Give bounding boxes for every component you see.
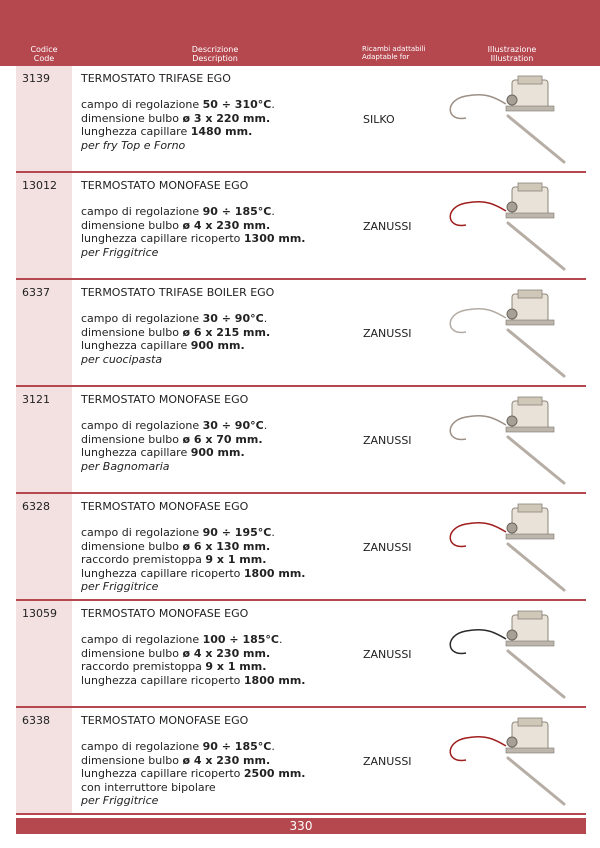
capillary-tube: [450, 416, 506, 440]
terminal-block: [518, 76, 542, 84]
page-number: 330: [289, 819, 313, 833]
spec-line: [81, 754, 361, 767]
adaptable-for: ZANUSSI: [363, 541, 412, 554]
spec-suffix: .: [278, 633, 283, 647]
spec-label: campo di regolazione: [81, 312, 203, 326]
spec-suffix: .: [263, 312, 268, 326]
capillary-tube: [450, 202, 506, 226]
terminal-block: [518, 183, 542, 191]
adaptable-for: ZANUSSI: [363, 220, 412, 233]
spec-line: [81, 98, 361, 111]
spec-label: campo di regolazione: [81, 633, 203, 647]
mounting-bracket: [506, 748, 554, 753]
bulb-probe: [508, 223, 564, 269]
spec-line: [81, 232, 361, 245]
product-title: TERMOSTATO TRIFASE BOILER EGO: [81, 286, 275, 299]
product-description: [81, 286, 361, 366]
page-number-bar: [16, 818, 586, 834]
spec-label: campo di regolazione: [81, 740, 203, 754]
spec-value: 2500 mm.: [243, 767, 306, 781]
bulb-probe: [508, 758, 564, 804]
product-code: 6338: [22, 714, 50, 727]
capillary-tube: [450, 309, 506, 333]
mounting-bracket: [506, 427, 554, 432]
product-code: 6328: [22, 500, 50, 513]
control-shaft: [507, 737, 517, 747]
table-row: [16, 66, 586, 173]
spec-line: [81, 205, 361, 218]
product-title: TERMOSTATO MONOFASE EGO: [81, 714, 249, 727]
product-code: 13059: [22, 607, 57, 620]
control-shaft: [507, 523, 517, 533]
header-adapt-en: Adaptable for: [362, 53, 410, 61]
spec-value: ø 6 x 130 mm.: [182, 539, 271, 553]
header-illustration: [472, 45, 552, 63]
bulb-probe: [508, 116, 564, 162]
table-row: [16, 173, 586, 280]
terminal-block: [518, 504, 542, 512]
control-shaft: [507, 309, 517, 319]
thermostat-illustration: [436, 284, 586, 382]
thermostat-body: [512, 401, 548, 431]
spec-line: [81, 660, 361, 673]
terminal-block: [518, 290, 542, 298]
spec-label: dimensione bulbo: [81, 646, 183, 660]
product-note: per Friggitrice: [81, 580, 159, 594]
mounting-bracket: [506, 106, 554, 111]
spec-label: con interruttore bipolare: [81, 780, 216, 794]
table-row: [16, 708, 586, 815]
thermostat-illustration: [436, 712, 586, 810]
header-ill-en: Illustration: [490, 54, 534, 63]
spec-label: campo di regolazione: [81, 526, 203, 540]
spec-line: [81, 312, 361, 325]
spec-label: dimensione bulbo: [81, 539, 183, 553]
spec-line: [81, 433, 361, 446]
adaptable-for: ZANUSSI: [363, 648, 412, 661]
spec-label: lunghezza capillare ricoperto: [81, 673, 244, 687]
thermostat-illustration: [436, 70, 586, 168]
control-shaft: [507, 416, 517, 426]
adaptable-for: ZANUSSI: [363, 755, 412, 768]
spec-suffix: .: [271, 740, 275, 754]
spec-value: 9 x 1 mm.: [205, 660, 267, 674]
spec-label: dimensione bulbo: [81, 218, 183, 232]
spec-value: 30 ÷ 90°C: [202, 419, 264, 433]
product-note: per Friggitrice: [81, 245, 159, 259]
spec-line: [81, 446, 361, 459]
spec-label: dimensione bulbo: [81, 111, 183, 125]
product-title: TERMOSTATO TRIFASE EGO: [81, 72, 231, 85]
spec-value: 100 ÷ 185°C: [202, 633, 279, 647]
spec-label: lunghezza capillare: [81, 339, 191, 353]
product-code: 6337: [22, 286, 50, 299]
spec-value: ø 4 x 230 mm.: [182, 646, 271, 660]
control-shaft: [507, 202, 517, 212]
header-description: [150, 45, 280, 63]
spec-value: ø 4 x 230 mm.: [182, 218, 271, 232]
spec-value: ø 3 x 220 mm.: [182, 111, 271, 125]
mounting-bracket: [506, 534, 554, 539]
spec-line: [81, 647, 361, 660]
spec-line: [81, 326, 361, 339]
table-row: [16, 494, 586, 601]
spec-line: [81, 419, 361, 432]
product-code: 13012: [22, 179, 57, 192]
spec-value: 1800 mm.: [243, 673, 306, 687]
control-shaft: [507, 630, 517, 640]
product-title: TERMOSTATO MONOFASE EGO: [81, 500, 249, 513]
table-row: [16, 280, 586, 387]
adaptable-for: ZANUSSI: [363, 434, 412, 447]
product-code: 3121: [22, 393, 50, 406]
capillary-tube: [450, 630, 506, 654]
product-title: TERMOSTATO MONOFASE EGO: [81, 393, 249, 406]
terminal-block: [518, 397, 542, 405]
spec-value: ø 6 x 215 mm.: [182, 325, 271, 339]
product-code: 3139: [22, 72, 50, 85]
spec-value: 90 ÷ 185°C: [202, 740, 272, 754]
thermostat-illustration: [436, 177, 586, 275]
spec-line: [81, 553, 361, 566]
spec-line: [81, 781, 361, 794]
header-desc-en: Description: [192, 54, 238, 63]
thermostat-body: [512, 294, 548, 324]
bulb-probe: [508, 651, 564, 697]
spec-value: 900 mm.: [190, 339, 245, 353]
bulb-probe: [508, 437, 564, 483]
product-table: [16, 66, 586, 815]
spec-label: campo di regolazione: [81, 419, 203, 433]
terminal-block: [518, 611, 542, 619]
spec-value: ø 6 x 70 mm.: [182, 432, 263, 446]
header-code-it: Codice: [30, 45, 58, 54]
header-ill-it: Illustrazione: [487, 45, 537, 54]
capillary-tube: [450, 737, 506, 761]
spec-label: lunghezza capillare ricoperto: [81, 232, 244, 246]
header-adapt-it: Ricambi adattabili: [362, 45, 426, 53]
table-row: [16, 601, 586, 708]
spec-value: ø 4 x 230 mm.: [182, 753, 271, 767]
spec-line: [81, 540, 361, 553]
product-note: per Bagnomaria: [81, 459, 170, 473]
header-code-en: Code: [33, 54, 55, 63]
spec-suffix: .: [271, 98, 275, 112]
spec-label: lunghezza capillare: [81, 446, 191, 460]
spec-label: lunghezza capillare: [81, 125, 191, 139]
spec-line: [81, 567, 361, 580]
spec-value: 1480 mm.: [190, 125, 253, 139]
bulb-probe: [508, 330, 564, 376]
product-description: [81, 393, 361, 473]
spec-line: [81, 674, 361, 687]
header-code: [22, 45, 66, 63]
product-title: TERMOSTATO MONOFASE EGO: [81, 179, 249, 192]
capillary-tube: [450, 95, 506, 119]
product-note: per Friggitrice: [81, 794, 159, 808]
product-description: [81, 179, 361, 259]
spec-label: raccordo premistoppa: [81, 660, 206, 674]
spec-value: 90 ÷ 195°C: [202, 526, 272, 540]
spec-label: lunghezza capillare ricoperto: [81, 566, 244, 580]
spec-value: 1800 mm.: [243, 566, 306, 580]
thermostat-illustration: [436, 605, 586, 703]
table-row: [16, 387, 586, 494]
spec-suffix: .: [271, 526, 275, 540]
spec-label: lunghezza capillare ricoperto: [81, 767, 244, 781]
thermostat-body: [512, 722, 548, 752]
spec-line: [81, 526, 361, 539]
spec-value: 9 x 1 mm.: [205, 553, 267, 567]
product-description: [81, 500, 361, 593]
spec-value: 90 ÷ 185°C: [202, 205, 272, 219]
spec-label: dimensione bulbo: [81, 432, 183, 446]
header-desc-it: Descrizione: [191, 45, 239, 54]
product-title: TERMOSTATO MONOFASE EGO: [81, 607, 249, 620]
control-shaft: [507, 95, 517, 105]
spec-value: 30 ÷ 90°C: [202, 312, 264, 326]
product-description: [81, 72, 361, 152]
spec-suffix: .: [263, 419, 268, 433]
spec-value: 50 ÷ 310°C: [202, 98, 272, 112]
spec-label: campo di regolazione: [81, 98, 203, 112]
spec-label: dimensione bulbo: [81, 325, 183, 339]
bulb-probe: [508, 544, 564, 590]
spec-value: 900 mm.: [190, 446, 245, 460]
terminal-block: [518, 718, 542, 726]
thermostat-illustration: [436, 498, 586, 596]
mounting-bracket: [506, 320, 554, 325]
spec-line: [81, 633, 361, 646]
thermostat-illustration: [436, 391, 586, 489]
spec-line: [81, 740, 361, 753]
spec-label: dimensione bulbo: [81, 753, 183, 767]
thermostat-body: [512, 80, 548, 110]
adaptable-for: ZANUSSI: [363, 327, 412, 340]
spec-line: [81, 125, 361, 138]
spec-label: campo di regolazione: [81, 205, 203, 219]
product-description: [81, 714, 361, 807]
mounting-bracket: [506, 213, 554, 218]
product-description: [81, 607, 361, 687]
capillary-tube: [450, 523, 506, 547]
product-note: per cuocipasta: [81, 352, 163, 366]
spec-line: [81, 219, 361, 232]
adaptable-for: SILKO: [363, 113, 395, 126]
thermostat-body: [512, 508, 548, 538]
thermostat-body: [512, 615, 548, 645]
spec-line: [81, 112, 361, 125]
spec-suffix: .: [271, 205, 275, 219]
spec-line: [81, 767, 361, 780]
mounting-bracket: [506, 641, 554, 646]
spec-line: [81, 339, 361, 352]
spec-value: 1300 mm.: [243, 232, 306, 246]
product-note: per fry Top e Forno: [81, 138, 186, 152]
thermostat-body: [512, 187, 548, 217]
header-adaptable: [362, 45, 452, 61]
spec-label: raccordo premistoppa: [81, 553, 206, 567]
